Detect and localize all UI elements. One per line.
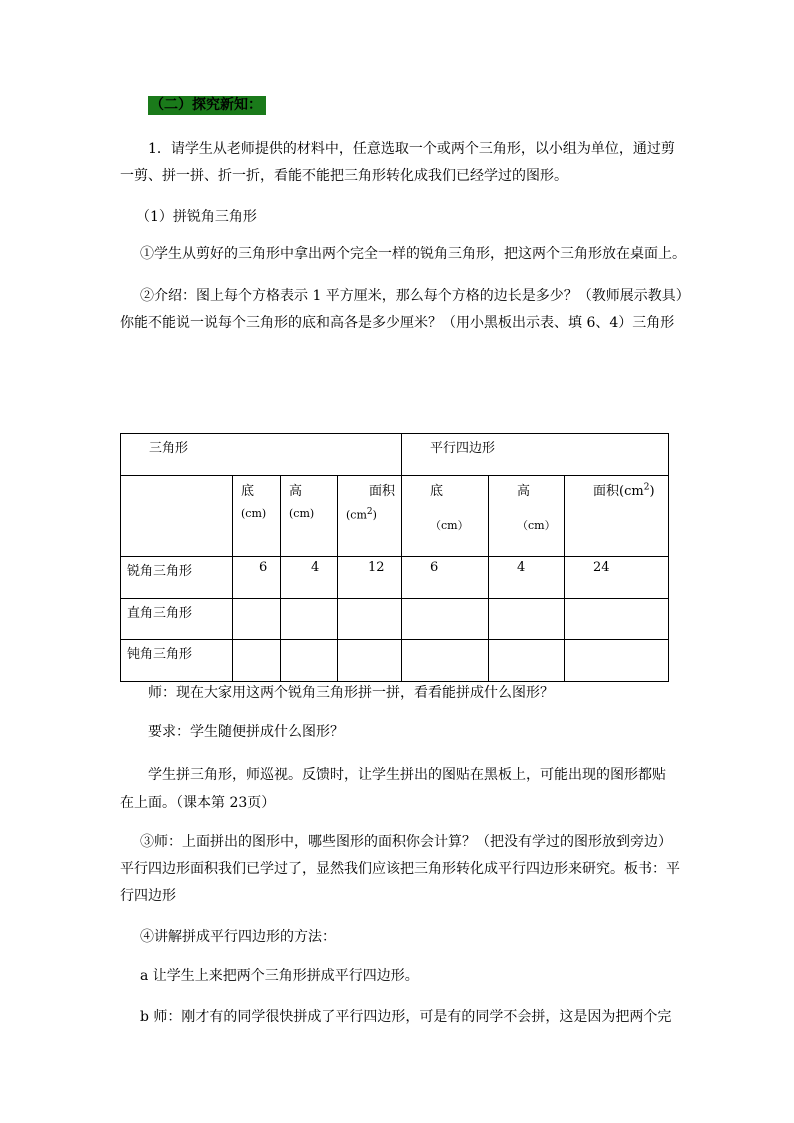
table-cell: 4 (489, 557, 565, 599)
col-parallelogram-area: 面积$(cm^2)$ (565, 476, 669, 557)
paragraph-4-line-2: 你能不能说一说每个三角形的底和高各是多少厘米？（用小黑板出示表、填 6、4）三角形 (120, 315, 675, 331)
paragraph-2: （1）拼锐角三角形 (136, 209, 257, 225)
table-cell: 4 (281, 557, 338, 599)
row-label: 钝角三角形 (121, 640, 233, 682)
table-cell (565, 640, 669, 682)
table-cell (281, 640, 338, 682)
paragraph-1-line-1: 1．请学生从老师提供的材料中，任意选取一个或两个三角形，以小组为单位，通过剪 (148, 141, 675, 157)
col-triangle-base: 底 (cm) (233, 476, 281, 557)
header-parallelogram: 平行四边形 (402, 434, 669, 476)
paragraph-8-line-3: 行四边形 (120, 888, 176, 904)
table-cell (233, 599, 281, 640)
table-cell (565, 599, 669, 640)
paragraph-9: ④讲解拼成平行四边形的方法： (140, 929, 336, 945)
col-parallelogram-height: 高 （cm） (489, 476, 565, 557)
col-triangle-area: 面积 $(cm^2)$ (338, 476, 402, 557)
paragraph-6: 要求：学生随便拼成什么图形？ (148, 724, 344, 740)
paragraph-1-line-2: 一剪、拼一拼、折一折，看能不能把三角形转化成我们已经学过的图形。 (120, 168, 568, 184)
paragraph-8-line-1: ③师：上面拼出的图形中，哪些图形的面积你会计算？（把没有学过的图形放到旁边） (140, 834, 672, 850)
paragraph-10: a 让学生上来把两个三角形拼成平行四边形。 (140, 968, 419, 984)
row-label: 锐角三角形 (121, 557, 233, 599)
paragraph-4-line-1: ②介绍：图上每个方格表示 1 平方厘米，那么每个方格的边长是多少？（教师展示教具） (140, 288, 690, 304)
paragraph-7-line-2: 在上面。（课本第 23页） (120, 795, 276, 811)
table-cell (233, 640, 281, 682)
paragraph-8-line-2: 平行四边形面积我们已学过了，显然我们应该把三角形转化成平行四边形来研究。板书：平 (120, 861, 680, 877)
col-triangle-height: 高 (cm) (281, 476, 338, 557)
paragraph-3: ①学生从剪好的三角形中拿出两个完全一样的锐角三角形，把这两个三角形放在桌面上。 (140, 246, 686, 262)
area-comparison-table (120, 433, 669, 682)
table-cell (338, 640, 402, 682)
row-label: 直角三角形 (121, 599, 233, 640)
table-cell (402, 599, 489, 640)
table-cell (489, 599, 565, 640)
col-parallelogram-base: 底 （cm） (402, 476, 489, 557)
table-cell (489, 640, 565, 682)
table-cell (338, 599, 402, 640)
header-triangle: 三角形 (121, 434, 402, 476)
table-cell: 6 (402, 557, 489, 599)
section-heading: （二）探究新知： (148, 96, 266, 115)
table-cell: 12 (338, 557, 402, 599)
paragraph-7-line-1: 学生拼三角形，师巡视。反馈时，让学生拼出的图贴在黑板上，可能出现的图形都贴 (148, 767, 666, 783)
paragraph-5: 师：现在大家用这两个锐角三角形拼一拼，看看能拼成什么图形？ (148, 685, 554, 701)
table-cell: 24 (565, 557, 669, 599)
blank-cell (121, 476, 233, 557)
paragraph-11: b 师：刚才有的同学很快拼成了平行四边形，可是有的同学不会拼，这是因为把两个完 (140, 1009, 672, 1025)
table-cell (281, 599, 338, 640)
table-cell: 6 (233, 557, 281, 599)
table-cell (402, 640, 489, 682)
